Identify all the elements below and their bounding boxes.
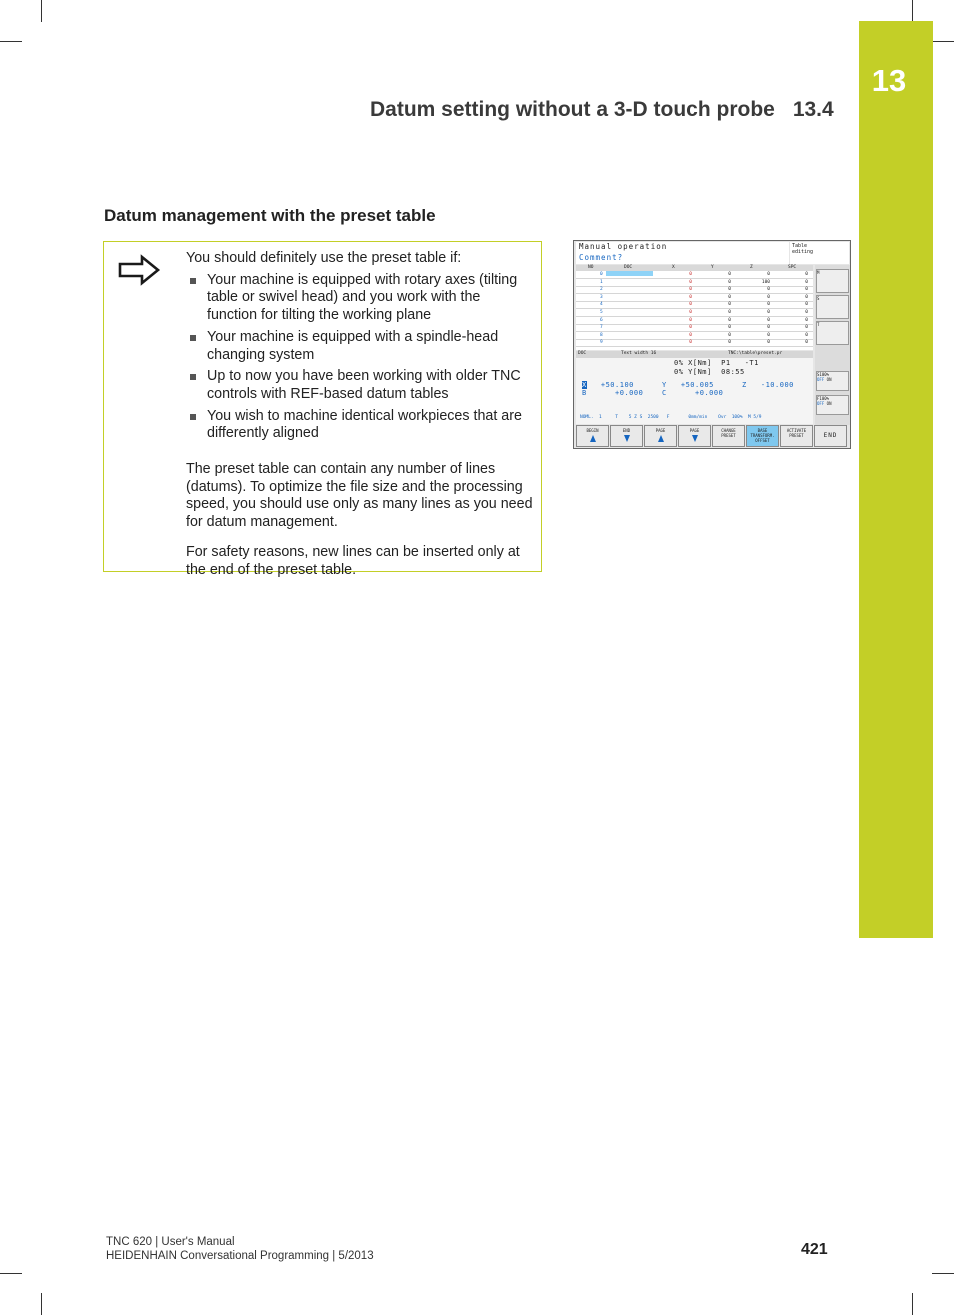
table-cell: 0 <box>689 310 692 315</box>
softkey-label: PAGE <box>689 428 700 433</box>
table-cell: 0 <box>689 317 692 323</box>
crop-mark <box>0 41 22 42</box>
bullet-icon <box>190 335 196 341</box>
softkey-label: BEGIN <box>586 428 599 433</box>
note-paragraph: For safety reasons, new lines can be inserted only at the end of the preset table. <box>186 543 520 578</box>
on-label: ON <box>826 401 832 406</box>
table-header: NO <box>588 265 594 270</box>
side-softkey-bar <box>815 265 850 425</box>
table-cell: 0 <box>767 310 770 315</box>
table-header: Z <box>750 265 753 270</box>
softkey-label: END <box>622 428 631 433</box>
softkey-change-preset[interactable] <box>712 425 745 447</box>
side-button-label: M <box>817 270 820 275</box>
side-button-t[interactable] <box>816 321 849 345</box>
mode-bar <box>576 242 789 264</box>
table-cell: 0 <box>767 302 770 308</box>
softkey-activate-preset[interactable] <box>780 425 813 447</box>
table-cell: 0 <box>689 272 692 277</box>
note-bullet-list <box>186 272 534 443</box>
table-row[interactable] <box>576 293 813 294</box>
crop-mark <box>932 1273 954 1274</box>
table-cell: 0 <box>728 340 731 346</box>
table-cell: 0 <box>767 325 770 331</box>
axis-y <box>662 381 714 389</box>
table-cell: 0 <box>767 294 770 300</box>
table-cell: 0 <box>805 302 808 308</box>
running-header-section: 13.4 <box>792 98 834 121</box>
table-cell: 0 <box>805 310 808 315</box>
arrow-up-icon <box>590 435 596 442</box>
softkey-label: CHANGE PRESET <box>721 428 736 438</box>
page-number: 421 <box>801 1241 828 1258</box>
chapter-tab <box>859 21 933 938</box>
off-label: OFF <box>817 377 825 382</box>
table-row[interactable] <box>576 346 813 347</box>
arrow-up-icon <box>658 435 664 442</box>
table-row[interactable] <box>576 316 813 317</box>
mode-right-line: Table <box>792 243 808 249</box>
table-header: Y <box>711 265 714 270</box>
table-cell: 0 <box>805 272 808 277</box>
table-cell: 0 <box>767 332 770 338</box>
preset-table[interactable] <box>576 265 813 350</box>
crop-mark <box>41 0 42 22</box>
running-header <box>370 98 834 122</box>
table-cell: 0 <box>805 340 808 346</box>
list-item-text: Your machine is equipped with a spindle-head changing system <box>207 328 499 363</box>
table-cell: 0 <box>728 294 731 300</box>
bullet-icon <box>190 414 196 420</box>
table-cell: 9 <box>600 340 603 346</box>
table-cell: 0 <box>600 272 603 277</box>
list-item <box>186 368 534 403</box>
axis-name: C <box>662 389 667 397</box>
axis-name: Z <box>742 381 747 389</box>
arrow-down-icon <box>624 435 630 442</box>
table-status-bar <box>576 351 813 358</box>
table-cell: 0 <box>689 340 692 346</box>
softkey-label: ACTIVATE PRESET <box>786 428 807 438</box>
axis-b <box>582 389 643 397</box>
table-header: DOC <box>624 265 633 270</box>
list-item <box>186 272 534 325</box>
table-cell: 6 <box>600 317 603 323</box>
table-cell: 0 <box>767 287 770 293</box>
axis-value: +0.000 <box>695 389 724 397</box>
section-title: Datum management with the preset table <box>104 206 436 225</box>
table-header: SPC <box>788 265 797 270</box>
table-cell: 0 <box>805 332 808 338</box>
status-file-path: TNC:\table\preset.pr <box>728 351 783 356</box>
axis-x <box>582 381 634 389</box>
softkey-base-transform[interactable] <box>746 425 779 447</box>
softkey-row <box>576 425 849 447</box>
footer-line: HEIDENHAIN Conversational Programming | 5/2013 <box>106 1250 374 1262</box>
table-cell: 0 <box>767 340 770 346</box>
position-line: 0% X[Nm] P1 -T1 <box>674 359 759 367</box>
list-item-text: You wish to machine identical workpieces that are differently aligned <box>207 407 522 442</box>
softkey-end-table[interactable] <box>814 425 847 447</box>
table-cell: 4 <box>600 302 603 308</box>
footer <box>106 1235 374 1263</box>
side-button-label: F100% <box>817 396 830 401</box>
mode-title: Manual operation <box>579 242 668 251</box>
tnc-screenshot <box>573 240 851 449</box>
softkey-label: PAGE <box>655 428 666 433</box>
table-cell: 0 <box>689 332 692 338</box>
axis-value: +50.005 <box>680 381 714 389</box>
table-header: X <box>672 265 675 270</box>
table-row[interactable] <box>576 286 813 287</box>
status-doc: DOC <box>578 351 587 356</box>
table-cell: 0 <box>805 294 808 300</box>
table-row[interactable] <box>576 301 813 302</box>
axis-name: X <box>582 381 587 389</box>
list-item-text: Your machine is equipped with rotary axes (tilting table or swivel head) and you work with the function for tilting the working plane <box>207 271 518 324</box>
crop-mark <box>41 1293 42 1315</box>
table-cell: 0 <box>728 272 731 277</box>
softkey-begin[interactable] <box>576 425 609 447</box>
prompt-text: Comment? <box>579 253 624 262</box>
axis-c <box>662 389 723 397</box>
softkey-label: END <box>823 432 838 439</box>
off-label: OFF <box>817 401 825 406</box>
table-cell: 0 <box>689 287 692 293</box>
table-cell: 2 <box>600 287 603 293</box>
arrow-down-icon <box>692 435 698 442</box>
mode-right-panel <box>790 242 849 264</box>
softkey-end[interactable] <box>610 425 643 447</box>
table-cell: 100 <box>761 279 770 285</box>
footer-line: TNC 620 | User's Manual <box>106 1236 235 1248</box>
softkey-page-down[interactable] <box>678 425 711 447</box>
side-button-s[interactable] <box>816 295 849 319</box>
table-cell: 0 <box>689 325 692 331</box>
right-arrow-icon <box>118 254 162 286</box>
table-row[interactable] <box>576 308 813 309</box>
table-cell: 3 <box>600 294 603 300</box>
table-row[interactable] <box>576 324 813 325</box>
chapter-number: 13 <box>871 63 907 98</box>
table-cell: 0 <box>728 279 731 285</box>
list-item-text: Up to now you have been working with older TNC controls with REF-based datum tables <box>207 368 521 402</box>
axis-z <box>742 381 794 389</box>
table-cell: 0 <box>805 287 808 293</box>
table-cell: 0 <box>767 272 770 277</box>
crop-mark <box>912 1293 913 1315</box>
list-item <box>186 329 534 364</box>
on-label: ON <box>826 377 832 382</box>
feed-override[interactable] <box>816 395 849 415</box>
selected-cell <box>606 271 653 276</box>
table-cell: 0 <box>689 294 692 300</box>
table-cell: 8 <box>600 332 603 338</box>
bullet-icon <box>190 374 196 380</box>
table-cell: 5 <box>600 310 603 315</box>
table-cell: 0 <box>805 325 808 331</box>
side-button-label: S100% <box>817 372 830 377</box>
table-row[interactable] <box>576 331 813 332</box>
side-button-label: T <box>817 322 820 327</box>
table-cell: 0 <box>728 302 731 308</box>
table-cell: 0 <box>767 317 770 323</box>
axis-value: +50.100 <box>600 381 634 389</box>
running-header-title: Datum setting without a 3-D touch probe <box>370 98 775 121</box>
table-cell: 0 <box>728 287 731 293</box>
crop-mark <box>0 1273 22 1274</box>
axis-value: -10.000 <box>760 381 794 389</box>
note-text <box>186 250 534 591</box>
position-line: 0% Y[Nm] 08:55 <box>674 368 745 376</box>
crop-mark <box>912 0 913 22</box>
side-button-label: S <box>817 296 820 301</box>
table-cell: 0 <box>689 302 692 308</box>
table-cell: 1 <box>600 279 603 285</box>
table-row[interactable] <box>576 339 813 340</box>
position-display <box>576 358 813 424</box>
list-item <box>186 408 534 443</box>
status-text-width: Text width 16 <box>621 351 657 356</box>
note-intro: You should definitely use the preset table if: <box>186 250 462 266</box>
axis-name: Y <box>662 381 667 389</box>
table-row[interactable] <box>576 278 813 279</box>
table-cell: 7 <box>600 325 603 331</box>
crop-mark <box>932 41 954 42</box>
bullet-icon <box>190 278 196 284</box>
status-info-line: NOML. 1 T 5 Z S 2500 F 0mm/min Ovr 100% M 5/9 <box>580 415 762 420</box>
axis-name: B <box>582 389 587 397</box>
spindle-override[interactable] <box>816 371 849 391</box>
mode-right-line: editing <box>792 249 814 255</box>
note-paragraph: The preset table can contain any number of lines (datums). To optimize the file size and the processing speed, you should use only as many lines as you need for datum management. <box>186 461 533 531</box>
table-cell: 0 <box>728 325 731 331</box>
table-cell: 0 <box>689 279 692 285</box>
softkey-label: BASE TRANSFORM. OFFSET <box>750 428 775 443</box>
table-cell: 0 <box>805 279 808 285</box>
softkey-page-up[interactable] <box>644 425 677 447</box>
axis-value: +0.000 <box>615 389 644 397</box>
table-cell: 0 <box>805 317 808 323</box>
table-cell: 0 <box>728 317 731 323</box>
table-cell: 0 <box>728 310 731 315</box>
side-button-m[interactable] <box>816 269 849 293</box>
table-cell: 0 <box>728 332 731 338</box>
